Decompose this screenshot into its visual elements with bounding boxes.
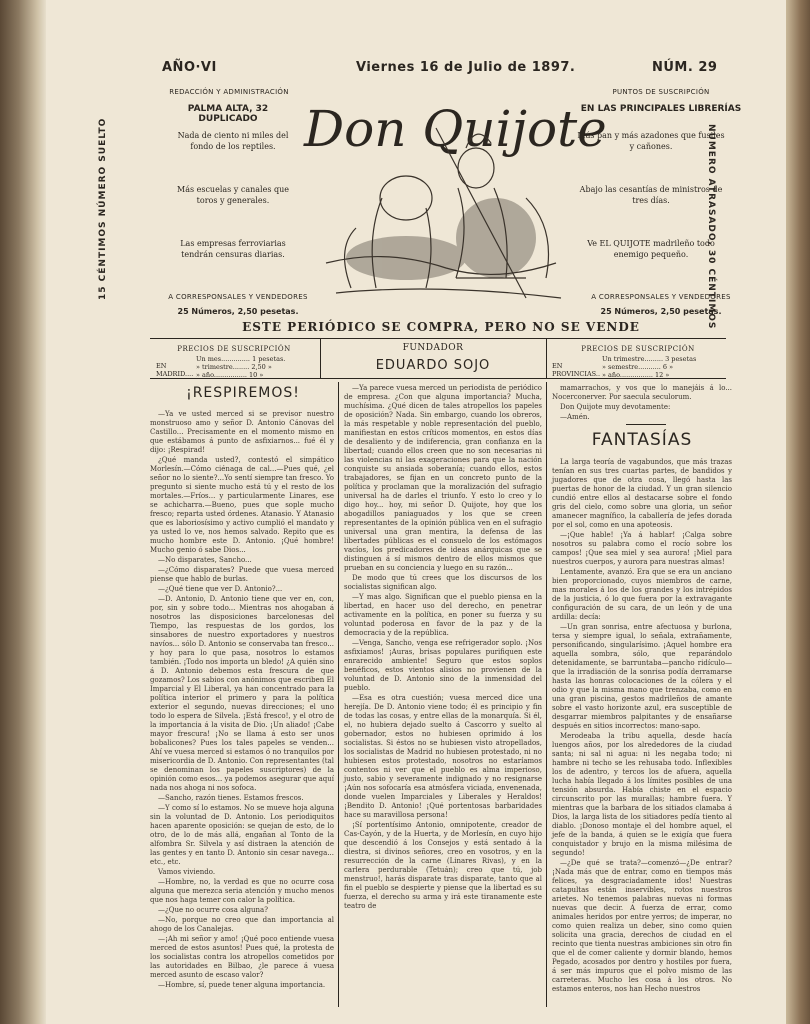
- book-binding: [0, 0, 46, 1024]
- left-header: REDACCIÓN Y ADMINISTRACIÓN: [169, 88, 289, 96]
- madrid-prices: [196, 355, 316, 379]
- paragraph: —¡Ah mi señor y amo! ¡Qué poco entiende vuesa merced de estos asuntos! Pues qué, la protesta de los socialistas contra los atropellos cometidos por las autoridades en Bilbao, ¿le parece á vuesa merced asunto de escaso valor?: [150, 935, 334, 979]
- paragraph: ¿Qué manda usted?, contestó el simpático Morlesín.—Cómo ciénaga de cal...—Pues qué, ¿el señor no lo siente?...Yo sentí siempre tan fresco. Yo pregunto si siente mucho está tú y el resto de los mortales.—Fríos... y particularmente Linares, ese se achicharra.—Bueno, pues que sople mucho fresco; reparta usted órdenes. Atanasio. Y Atanasio que es laboriosísimo y activo cumplió el mandato y ya usted lo ve, nos hemos salvado. Repito que es mucho hombre este D. Antonio. ¡Qué hombre! Mucho genio ó sabe Dios...: [150, 456, 334, 554]
- rule-v1: [320, 338, 321, 378]
- madrid-line-2: » trimestre........ 2,50 »: [196, 363, 272, 371]
- paragraph: Lentamente, avanzó. Era que se era un anciano bien proporcionado, cuyos miembros de carne, mas morales á los de los grandes y los intrépidos de la justicia, ó lo que fuera por la extravagante configuración de su cara, de un león y de una ardilla: decía:: [552, 568, 732, 621]
- paragraph: Vamos viviendo.: [158, 868, 216, 876]
- paragraph: —Amén.: [560, 413, 590, 421]
- left-motto-2: Más escuelas y canales que toros y generales.: [177, 185, 289, 205]
- middle-column-article: [344, 384, 542, 1008]
- right-vertical-price: NÚMERO ATRASADO, 30 CÉNTIMOS: [706, 124, 716, 330]
- left-address: PALMA ALTA, 32 DUPLICADO: [187, 104, 269, 124]
- left-agents: A CORRESPONSALES Y VENDEDORES: [168, 293, 308, 301]
- shading: [346, 198, 536, 280]
- paragraph: —¿De qué se trata?—comenzó—¿De entrar? ¡Nada más que de entrar, como en tiempos más felices, ya desgraciadamente idos! Nuestras catapultas están inservibles, rotos nuestros arietes. No tenemos palabras nuevas ni formas nuevas que decir. A fuerza de errar, como animales heridos por entre yerros; de imperar, no como quien realiza un deber, sino como quien solicita una gracia, derechos de ciudad en el recinto que tienta nuestras ambiciones sin otro fin que el de comer caliente y dormir blando, hemos Pegado, acosados por dentro y hostiles por fuera, á ser más impuros que el polvo mismo de las carreteras. Mucho les cosa á los otros. No estamos enteros, nos han Hecho nuestros: [552, 859, 732, 993]
- newspaper-page: [46, 0, 786, 1024]
- issue-number: NÚM. 29: [652, 60, 718, 75]
- rule-v2: [546, 338, 547, 378]
- right-address: EN LAS PRINCIPALES LIBRERÍAS: [580, 104, 742, 114]
- prov-line-1: Un trimestre......... 3 pesetas: [602, 355, 697, 363]
- paragraph: —No, porque no creo que dan importancia al ahogo de los Canalejas.: [150, 916, 334, 933]
- paragraph: —Y mas algo. Significan que el pueblo piensa en la libertad, en hacer uso del derecho, en penetrar activamente en la política, en poner su fuerza y su voluntad poderosa en favor de la paz y de la democracia y de la república.: [344, 593, 542, 637]
- paragraph: —Ya parece vuesa merced un periodista de periódico de empresa. ¿Con que alguna importancia? Mucha, muchísima. ¿Qué dicen de tales atropellos los papeles de oposición? Nada. Sin embargo, cuando los obreros, la más respetable y noble representación del pueblo, manifiestan en estos críticos momentos, en estos días de desaliento y de indiferencia, gran confianza en la libertad; cuando ellos creen que no son necesarias ni las violencias ni las exageraciones para que la nación conquiste su ansiada soberanía; cuando ellos, estos trabajadores, se fijan en un concreto punto de la política y proclaman que la moralización del sufragio universal ha de darles el triunfo. Y esto lo creo y lo digo hoy... hoy, mi señor D. Quijote, hoy que los abogadillos paniaguados y los que se creen representantes de la opinión pública ven en el sufragio universal una gran mentira, la defensa de las libertades públicas es el consuelo de los estómagos vacíos, los predicadores de ideas anárquicas que se distinguen á sí mismos dentro de ellos mismos que prueban en su conciencia y luego en su razón...: [344, 384, 542, 572]
- respiremos-title: ¡RESPIREMOS!: [186, 385, 300, 401]
- right-motto-3: Ve EL QUIJOTE madrileño todo enemigo pequeño.: [587, 239, 715, 259]
- left-motto-3: Las empresas ferroviarias tendrán censuras diarias.: [180, 239, 286, 259]
- provinces-title: PRECIOS DE SUSCRIPCIÓN: [581, 345, 695, 353]
- left-motto-1: Nada de ciento ni miles del fondo de los reptiles.: [177, 131, 289, 151]
- paragraph: —D. Antonio, D. Antonio tiene que ver en, con, por, sin y sobre todo... Mientras nos ahogaban á nosotros las disposiciones barcelonesas del Tiempo, las respuestas de los gordos, los sinsabores de nuestro exportadores y nuestros navíos... sólo D. Antonio se conservaba tan fresco... y hoy para lo que pasa, nosotros lo estamos también. ¡Todo nos importa un bledo! ¿A quién sino á D. Antonio debemos esta frescura de que gozamos? Los sabios con anónimos que escriben El Imparcial y El Liberal, ya han concentrado para la política interior el primero y para la política exterior el segundo, nuevas direcciones; el uno todo lo espera de Silvela. ¡Está fresco!, y el otro de la importancia á la visita de Dio. ¡Un aliado! ¡Cabe mayor frescura! ¡No se llama á esto ser unos bobalicones? Pues los tales papeles se venden... Ahí ve vuesa merced si estamos ó no tranquilos por misericordia de D. Antonio. Con representantes (tal se denominan los papeles suscriptores) de la opinión como esos... ya podemos asegurar que aquí nada nos ahoga ni nos sofoca.: [150, 595, 334, 792]
- right-price: 25 Números, 2,50 pesetas.: [600, 307, 722, 316]
- madrid-title: PRECIOS DE SUSCRIPCIÓN: [177, 345, 291, 353]
- paragraph: —¡Que hable! ¡Ya á hablar! ¡Calga sobre nosotros su palabra como el rocío sobre los campos! ¡Que sea miel y sea aurora! ¡Miel para nuestros cuerpos, y aurora para nuestras almas!: [552, 531, 732, 566]
- right-agents: A CORRESPONSALES Y VENDEDORES: [591, 293, 731, 301]
- paragraph: —Venga, Sancho, venga ese refrigerador soplo. ¡Nos asfixiamos! ¡Auras, brisas populares purifiquen este enrarecido ambiente! Seguro que estos soplos benéficos, estos vientos alisios no provienen de la voluntad de D. Antonio sino de la inmensidad del pueblo.: [344, 639, 542, 692]
- column-rule-1: [338, 382, 339, 1007]
- slogan: ESTE PERIÓDICO SE COMPRA, PERO NO SE VENDE: [242, 320, 640, 334]
- paragraph: ¡Sí portentísimo Antonio, omnipotente, creador de Cas-Cayón, y de la Huerta, y de Morlesín, en cuyo hijo que descendió á los Consejos y está sentado á la diestra, si divinos señores, creo en vosotros, y en la resurrección de la carne (Linares Rivas), y en la carlera perdurable (Tetuán); creo que tú, job menstruo!, harás disparate tras disparate, tanto que al fin el pueblo se despierte y piense que la libertad es su fuerza, el derecho su arma y irá este tiranamente este teatro de: [344, 821, 542, 910]
- right-motto-2: Abajo las cesantías de ministros de tres días.: [579, 185, 723, 205]
- paragraph: —¿Que no ocurre cosa alguna?: [158, 906, 268, 914]
- paragraph: —Hombre, sí, puede tener alguna importancia.: [158, 981, 326, 989]
- page-edge: [786, 0, 810, 1024]
- paragraph: De modo que tú crees que los discursos de los socialistas significan algo.: [344, 574, 542, 591]
- provinces-prices: [602, 355, 726, 379]
- paragraph: mamarrachos, y vos que lo manejáis á lo... Nocerconerver. Por saecula seculorum.: [552, 384, 732, 401]
- paragraph: La larga teoría de vagabundos, que más trazas tenían en sus tres cuartas partes, de bandidos y jugadores que de otra cosa, llegó hasta las puertas de honor de la ciudad. Y un gran silencio cundió entre ellos al destacarse sobre el fondo gris del cielo, como sobre una gloria, un señor amanecer magnífico, la caballería de jefes dorada por el sol, como en una apoteosis.: [552, 458, 732, 529]
- don-quijote-logo-illustration: [296, 88, 607, 306]
- issue-date: Viernes 16 de Julio de 1897.: [356, 60, 576, 75]
- paragraph: —Y como sí lo estamos. No se mueve hoja alguna sin la voluntad de D. Antonio. Los periodiquitos hacen aparente oposición: se quejan de esto, de lo otro, de lo de más allá, engañan al Tonto de la alfombra Sr. Silvela y así distraen la atención de las gentes y en tanto D. Antonio sin cesar navega... etc., etc.: [150, 804, 334, 866]
- left-price: 25 Números, 2,50 pesetas.: [177, 307, 299, 316]
- year-label: AÑO·VI: [162, 60, 217, 75]
- paragraph: Don Quijote muy devotamente:: [560, 403, 671, 411]
- founder-title: FUNDADOR: [402, 343, 464, 353]
- right-motto-1: Más pan y más azadones que fusiles y cañones.: [577, 131, 725, 151]
- paragraph: —Hombre, no, la verdad es que no ocurre cosa alguna que merezca seria atención y mucho menos que nos haga temer con calor la política.: [150, 878, 334, 904]
- column-rule-2: [546, 382, 547, 1007]
- madrid-line-3: » año................ 10 »: [196, 371, 264, 379]
- short-divider: [626, 424, 666, 425]
- prov-line-2: » semestre........... 6 »: [602, 363, 674, 371]
- paragraph: Merodeaba la tribu aquella, desde hacía luengos años, por los alrededores de la ciudad santa; ni sal ni agua: ni les negaba todo; ni hambre ni techo se les rehusaba todo. Inflexibles los de adentro, y tercos los de afuera, aquella lucha había llegado á los límites posibles de una tensión absurda. Había chiste en el espacio circunscrito por las murallas; hambre fuera. Y mientras que la barbara de los sitiados clamaba á Dios, la larga lista de los sitiadores pedía tiento al diablo. ¡Donoso montaje el del hombre aquel, el jefe de la banda, á quien se le exigía que fuera conquistador y brujo en la misma milésima de segundo!: [552, 732, 732, 857]
- prov-line-3: » año................ 12 »: [602, 371, 670, 379]
- logo-title: Don Quijote: [304, 100, 607, 158]
- provinces-place: EN PROVINCIAS..: [552, 362, 601, 378]
- paragraph: —Esa es otra cuestión; vuesa merced dice una herejía. De D. Antonio viene todo; él es principio y fin de todas las cosas, y entre ellas de la monarquía. Si él, el, no hubiera dejado suelto á Cascorro y suelto al gobernador, estos no hubiesen oprimido á los socialistas. Si éstos no se hubiesen visto atropellados, los socialistas de Madrid no hubiesen protestado, ni no hubiesen estos protestado, nosotros no estaríamos contentos ni ver que el pueblo es alma imperioso, justo, sabio y severamente indignado y no resignarse ¡Aún nos sofocaría esa atmósfera viciada, envenenada, donde vuelen Imparciales y Liberales y Heraldos! ¡Bendito D. Antonio! ¡Qué portentosas barbaridades hace su maravillosa persona!: [344, 694, 542, 819]
- respiremos-conclusion: [552, 384, 732, 420]
- fantasias-article: [552, 458, 732, 1008]
- madrid-line-1: Un mes.............. 1 pesetas.: [196, 355, 286, 363]
- paragraph: —¿Cómo disparates? Puede que vuesa merced piense que hablo de burlas.: [150, 566, 334, 583]
- right-header: PUNTOS DE SUSCRIPCIÓN: [612, 88, 710, 96]
- respiremos-article: [150, 410, 334, 1008]
- paragraph: —Sancho, razón tienes. Estamos frescos.: [158, 794, 304, 802]
- paragraph: —¿Qué tiene que ver D. Antonio?...: [158, 585, 283, 593]
- paragraph: —Ya ve usted merced si se previsor nuestro monstruoso amo y señor D. Antonio Cánovas del Castillo... Precisamente en el momento mismo en que estábamos á punto de asfixiarnos... fué él y dijo: ¡Respirad!: [150, 410, 334, 454]
- rule-top: [150, 338, 726, 339]
- founder-name: EDUARDO SOJO: [375, 358, 491, 373]
- madrid-place: EN MADRID....: [156, 362, 194, 378]
- paragraph: —No disparates, Sancho...: [158, 556, 252, 564]
- left-vertical-price: 15 CÉNTIMOS NÚMERO SUELTO: [98, 117, 108, 300]
- fantasias-title: FANTASÍAS: [591, 430, 693, 450]
- paragraph: —Un gran sonrisa, entre afectuosa y burlona, tersa y siempre igual, lo señala, extrañamente, personificando, singularísimo. ¡Aquel hombre era aquella sombra, sólo, que reparándolo detenidamente, se barruntaba—pancho ridículo—que la irradiación de la sonrisa podía derramarse hasta las honras colocaciones de la cólera y el odio y que la misma mano que trenzaba, como en una gran piscina, gestos madrileños de amante sobre el vasto horizonte azul, era susceptible de desgarrar miembros palpitantes y de ensañarse después en sitios incorrectos: mano-sapo.: [552, 623, 732, 730]
